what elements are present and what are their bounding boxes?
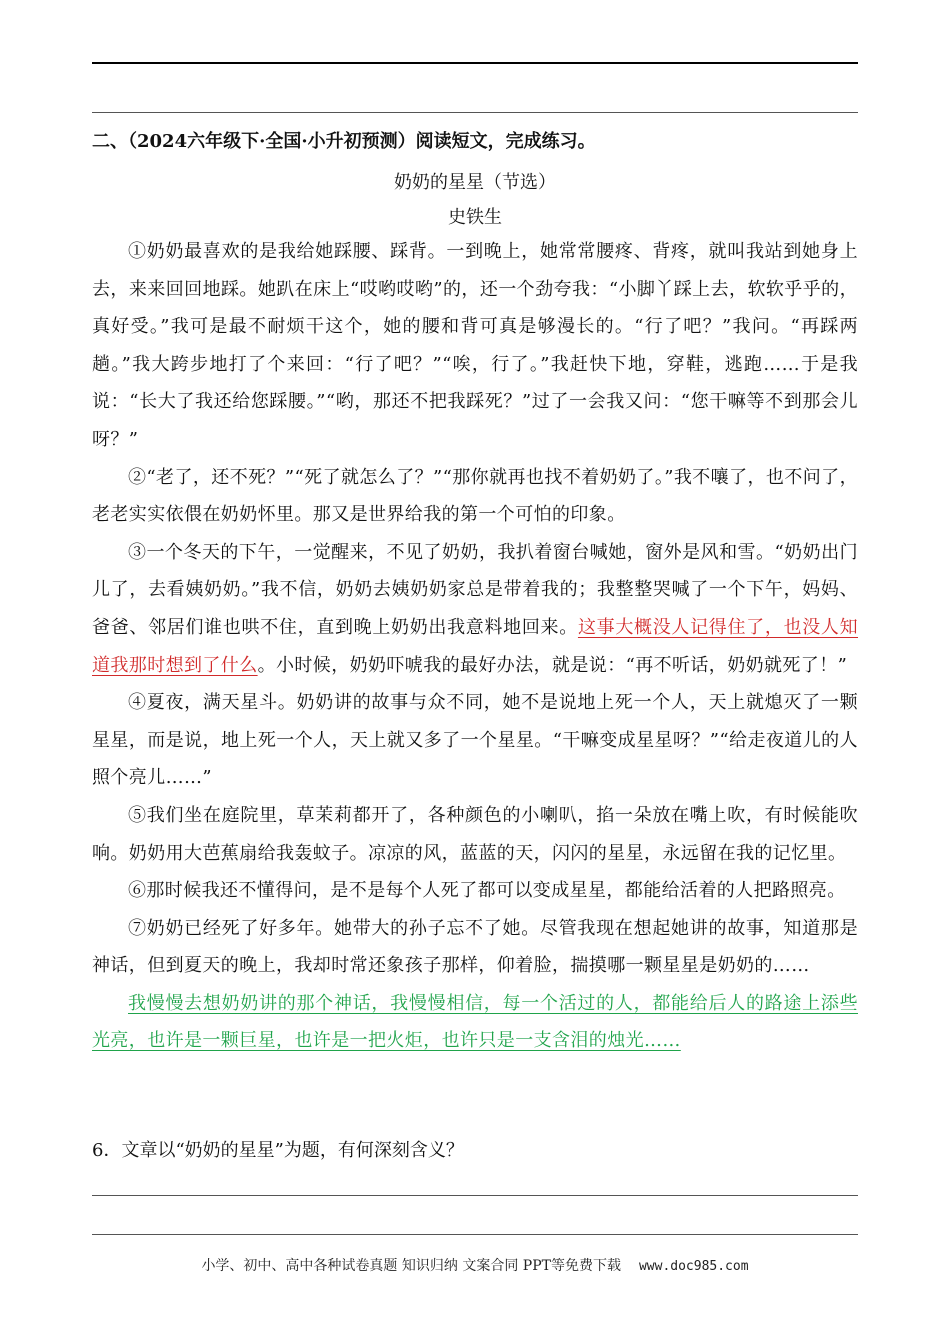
paragraph-5: ⑤我们坐在庭院里，草茉莉都开了，各种颜色的小喇叭，掐一朵放在嘴上吹，有时候能吹响。奶奶用大芭蕉扇给我轰蚊子。凉凉的风，蓝蓝的天，闪闪的星星，永远留在我的记忆里。	[92, 804, 858, 864]
paragraph-4: ④夏夜，满天星斗。奶奶讲的故事与众不同，她不是说地上死一个人，天上就熄灭了一颗星星，而是说，地上死一个人，天上就又多了一个星星。“干嘛变成星星呀？”“给走夜道儿的人照个亮儿……”	[92, 692, 858, 789]
paragraph-2: ②“老了，还不死？”“死了就怎么了？”“那你就再也找不着奶奶了。”我不嚷了，也不问了，老老实实依偎在奶奶怀里。那又是世界给我的第一个可怕的印象。	[92, 466, 858, 526]
top-rule	[92, 62, 858, 64]
article-title: 奶奶的星星（节选）	[394, 172, 556, 193]
highlight-green-sentence: 我慢慢去想奶奶讲的那个神话，我慢慢相信，每一个活过的人，都能给后人的路途上添些光亮，也许是一颗巨星，也许是一把火炬，也许只是一支含泪的烛光……	[92, 992, 858, 1052]
paragraph-7-text: ⑦奶奶已经死了好多年。她带大的孙子忘不了她。尽管我现在想起她讲的故事，知道那是神话，但到夏天的晚上，我却时常还象孩子那样，仰着脸，揣摸哪一颗星星是奶奶的……	[92, 917, 858, 977]
paragraph-1: ①奶奶最喜欢的是我给她踩腰、踩背。一到晚上，她常常腰疼、背疼，就叫我站到她身上去，来来回回地踩。她趴在床上“哎哟哎哟”的，还一个劲夸我：“小脚丫踩上去，软软乎乎的，真好受。”我可是最不耐烦干这个，她的腰和背可真是够漫长的。“行了吧？”我问。“再踩两趟。”我大跨步地打了个来回：“行了吧？”“唉，行了。”我赶快下地，穿鞋，逃跑……于是我说：“长大了我还给您踩腰。”“哟，那还不把我踩死？”过了一会我又问：“您干嘛等不到那会儿呀？”	[92, 241, 858, 450]
answer-line-1	[92, 1195, 858, 1196]
answer-line-top	[92, 112, 858, 113]
article-author: 史铁生	[448, 207, 502, 228]
highlight-red-sentence: 这事大概没人记得住了，也没人知道我那时想到了什么	[92, 616, 858, 676]
answer-line-2	[92, 1234, 858, 1235]
paragraph-3-text-b: 。小时候，奶奶吓唬我的最好办法，就是说：“再不听话，奶奶就死了！”	[257, 654, 848, 676]
paragraph-6: ⑥那时候我还不懂得问，是不是每个人死了都可以变成星星，都能给活着的人把路照亮。	[128, 880, 846, 902]
paragraph-7	[92, 910, 858, 1060]
paragraph-3-text-a: ③一个冬天的下午，一觉醒来，不见了奶奶，我扒着窗台喊她，窗外是风和雪。“奶奶出门儿了，去看姨奶奶。”我不信，奶奶去姨奶奶家总是带着我的；我整整哭喊了一个下午，妈妈、爸爸、邻居们谁也哄不住，直到晚上奶奶出我意料地回来。	[92, 541, 858, 638]
section-title: 二、（2024六年级下·全国·小升初预测）阅读短文，完成练习。	[92, 131, 596, 152]
footer	[0, 1255, 950, 1275]
footer-text: 小学、初中、高中各种试卷真题 知识归纳 文案合同 PPT等免费下载	[201, 1258, 621, 1274]
paragraph-3	[92, 534, 858, 684]
question-6: 6．文章以“奶奶的星星”为题，有何深刻含义？	[92, 1140, 464, 1161]
footer-url[interactable]: www.doc985.com	[638, 1259, 749, 1274]
article-body	[92, 233, 858, 1060]
